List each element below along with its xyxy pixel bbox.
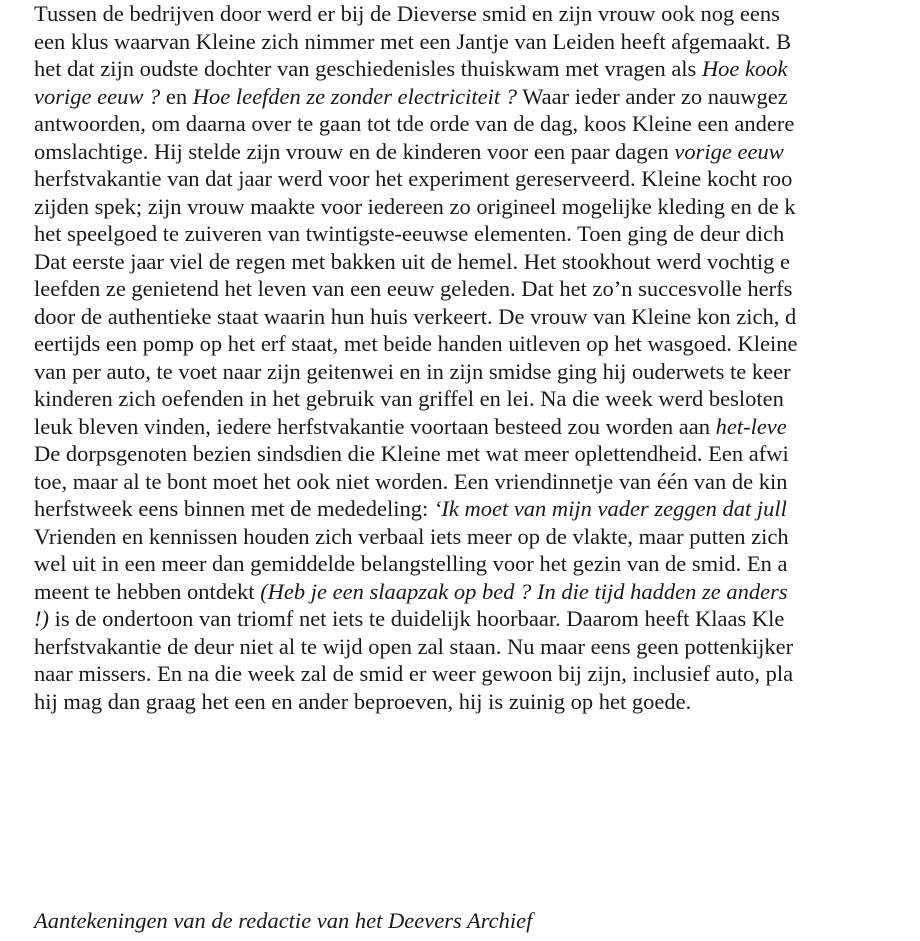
editorial-note: Aantekeningen van de redactie van het Deevers Archief (34, 908, 533, 933)
italic-text: Hoe leefden ze zonder electriciteit ? (192, 83, 517, 109)
text-segment: toe, maar al te bont moet het ook niet worden. Een vriendinnetje van één van de kin (34, 468, 788, 494)
text-line (34, 358, 920, 386)
text-segment: Tussen de bedrijven door werd er bij de Dieverse smid en zijn vrouw ook nog eens (34, 1, 780, 26)
text-line (34, 605, 920, 633)
text-line (34, 385, 920, 413)
text-line (34, 468, 920, 496)
italic-text: (Heb je een slaapzak op bed ? In die tijd hadden ze anders (260, 578, 788, 604)
text-line (34, 248, 920, 276)
text-segment: is de ondertoon van triomf net iets te duidelijk hoorbaar. Daarom heeft Klaas Kle (49, 606, 785, 631)
text-line (34, 303, 920, 331)
text-segment: een klus waarvan Kleine zich nimmer met een Jantje van Leiden heeft afgemaakt. B (34, 28, 792, 54)
text-segment: antwoorden, om daarna over te gaan tot tde orde van de dag, koos Kleine een andere (34, 111, 795, 136)
text-segment: Waar ieder ander zo nauwgez (516, 83, 788, 109)
text-segment: meent te hebben ontdekt (34, 578, 261, 604)
text-line (34, 578, 920, 606)
text-segment: door de authentieke staat waarin hun huis verkeert. De vrouw van Kleine kon zich, d (34, 303, 797, 329)
text-segment: Vrienden en kennissen houden zich verbaal iets meer op de vlakte, maar putten zich (34, 523, 789, 549)
text-segment: hij mag dan graag het een en ander beproeven, hij is zuinig op het goede. (34, 688, 692, 714)
text-segment: naar missers. En na die week zal de smid er weer gewoon bij zijn, inclusief auto, pla (34, 661, 794, 686)
text-segment: wel uit in een meer dan gemiddelde belangstelling voor het gezin van de smid. En a (34, 551, 788, 576)
text-segment: herfstvakantie de deur niet al te wijd open zal staan. Nu maar eens geen pottenkijker (34, 633, 794, 659)
text-line (34, 165, 920, 193)
text-segment: het dat zijn oudste dochter van geschiedenisles thuiskwam met vragen als (34, 56, 702, 81)
text-segment: eertijds een pomp op het erf staat, met beide handen uitleven op het wasgoed. Kleine (34, 331, 798, 356)
text-segment: herfstweek eens binnen met de mededeling: (34, 496, 434, 521)
text-line (34, 440, 920, 468)
text-segment: kinderen zich oefenden in het gebruik van griffel en lei. Na die week werd besloten (34, 386, 784, 411)
text-segment: van per auto, te voet naar zijn geitenwei en in zijn smidse ging hij ouderwets te keer (34, 358, 791, 384)
text-line (34, 110, 920, 138)
text-segment: Dat eerste jaar viel de regen met bakken uit de hemel. Het stookhout werd vochtig e (34, 248, 790, 274)
italic-text: vorige eeuw (674, 138, 784, 164)
text-line (34, 523, 920, 551)
text-segment: omslachtige. Hij stelde zijn vrouw en de kinderen voor een paar dagen (34, 138, 675, 164)
text-segment: het speelgoed te zuiveren van twintigste-eeuwse elementen. Toen ging de deur dich (34, 221, 785, 246)
text-line (34, 413, 920, 441)
text-line (34, 550, 920, 578)
italic-text: het-leve (715, 413, 787, 439)
text-line (34, 220, 920, 248)
italic-text: vorige eeuw ? (34, 83, 161, 109)
text-segment: zijden spek; zijn vrouw maakte voor iedereen zo origineel mogelijke kleding en de k (34, 193, 796, 219)
text-line (34, 138, 920, 166)
italic-text: !) (34, 606, 49, 631)
text-line (34, 330, 920, 358)
text-line (34, 660, 920, 688)
text-line (34, 688, 920, 716)
text-line (34, 0, 920, 28)
italic-text: ‘Ik moet van mijn vader zeggen dat jull (433, 496, 787, 521)
text-line (34, 28, 920, 56)
text-segment: leuk bleven vinden, iedere herfstvakantie voortaan besteed zou worden aan (34, 413, 716, 439)
text-line (34, 275, 920, 303)
text-segment: en (160, 83, 193, 109)
text-line (34, 495, 920, 523)
text-segment: De dorpsgenoten bezien sindsdien die Kleine met wat meer oplettendheid. Een afwi (34, 441, 789, 466)
text-line (34, 83, 920, 111)
text-line (34, 193, 920, 221)
text-line (34, 633, 920, 661)
article-body (34, 0, 920, 715)
text-line (34, 55, 920, 83)
text-segment: herfstvakantie van dat jaar werd voor het experiment gereserveerd. Kleine kocht roo (34, 166, 793, 191)
italic-text: Hoe kook (701, 56, 788, 81)
text-segment: leefden ze genietend het leven van een eeuw geleden. Dat het zo’n succesvolle herfs (34, 276, 793, 301)
